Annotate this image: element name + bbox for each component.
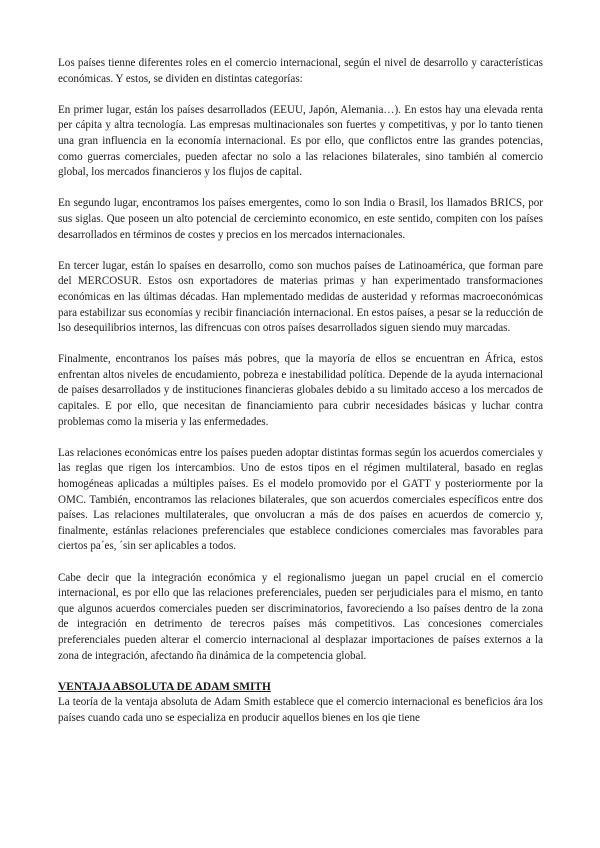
paragraph-regional-integration: Cabe decir que la integración económica y el regionalismo juegan un papel crucial en el comercio internacional, es por ello que las relaciones preferenciales, pueden ser perjudiciales para el mismo, en tanto que algunos acuerdos comerciales pueden ser discriminatorios, favoreciendo a lso países dentro de la zona de integración en detrimento de terecros países más competitivos. Las concesiones comerciales preferenciales pueden alterar el comercio internacional al desplazar importaciones de países externos a la zona de integración, afectando ña dinámica de la competencia global. — [58, 571, 543, 662]
paragraph-developed-countries: En primer lugar, están los países desarrollados (EEUU, Japón, Alemania…). En estos hay una elevada renta per cápita y altra tecnología. Las empresas multinacionales son fuertes y competitivas, y por lo tanto tienen una gran influencia en la economía internacional. Es por ello, que conflictos entre las grandes potencias, como guerras comerciales, pueden afectar no solo a las relaciones bilaterales, sino también al comercio global, los mercados financieros y los flujos de capital. — [58, 103, 543, 179]
paragraph-economic-relations: Las relaciones económicas entre los países pueden adoptar distintas formas según los acuerdos comerciales y las reglas que rigen los intercambios. Uno de estos tipos en el régimen multilateral, basado en reglas homogéneas aplicadas a múltiples países. Es el modelo promovido por el GATT y posteriormente por la OMC. También, encontramos las relaciones bilaterales, que son acuerdos comerciales específicos entre dos países. Las relaciones multilaterales, que onvolucran a más de dos países en acuerdos de comercio y, finalmente, estánlas relaciones preferenciales que establece condiciones comerciales mas favorables para ciertos pa´es, ´sin ser aplicables a todos. — [58, 446, 543, 553]
section-heading: VENTAJA ABSOLUTA DE ADAM SMITH — [58, 680, 271, 693]
paragraph-developing-countries: En tercer lugar, están lo spaíses en desarrollo, como son muchos países de Latinoamérica, que forman pare del MERCOSUR. Estos osn exportadores de materias primas y han experimentado transformaciones económicas en las últimas décadas. Han mplementado medidas de austeridad y reformas macroeconómicas para estabilizar sus economías y recibir financiación internacional. En estos países, a pesar se la reducción de lso desequilibrios internos, las difrencuas con otros países desarrollados siguen siendo muy marcadas. — [58, 259, 543, 335]
paragraph-intro: Los países tienne diferentes roles en el comercio internacional, según el nivel de desarrollo y características económicas. Y estos, se dividen en distintas categorías: — [58, 57, 543, 85]
document-body — [58, 56, 543, 727]
paragraph-absolute-advantage: La teoría de la ventaja absoluta de Adam Smith establece que el comercio internacional es beneficios ára los países cuando cada uno se especializa en producir aquellos bienes en los qie tiene — [58, 696, 543, 724]
paragraph-emerging-countries: En segundo lugar, encontramos los países emergentes, como lo son India o Brasil, los llamados BRICS, por sus siglas. Que poseen un alto potencial de cercieminto economico, en este sentido, compiten con los países desarrollados en términos de costes y precios en los mercados internacionales. — [58, 197, 543, 241]
paragraph-poorest-countries: Finalmente, encontranos los países más pobres, que la mayoría de ellos se encuentran en África, estos enfrentan altos niveles de encudamiento, pobreza e inestabilidad política. Depende de la ayuda internacional de países desarrollados y de instituciones financieras globales debido a su limitado acceso a los mercados de capitales. E por ello, que necesitan de financiamiento para cubrir necesidades básicas y luchar contra problemas como la miseria y las enfermedades. — [58, 353, 543, 428]
